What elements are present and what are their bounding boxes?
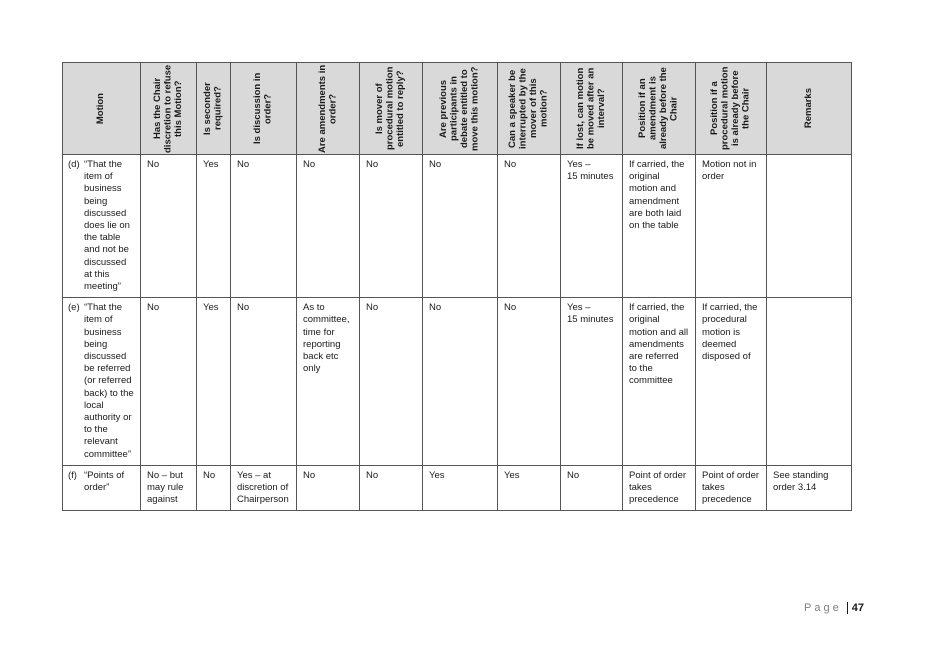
table-cell: Yes — [197, 155, 231, 298]
header-speaker-interrupted: Can a speaker be interrupted by the mover of this motion? — [498, 63, 561, 155]
table-row — [63, 465, 852, 511]
table-cell: No — [423, 155, 498, 298]
motion-label: (e) — [68, 302, 80, 314]
table-cell: See standing order 3.14 — [767, 465, 852, 511]
table-cell: Yes — [197, 298, 231, 466]
table-cell: No — [231, 298, 297, 466]
table-cell: No — [360, 298, 423, 466]
motion-label: (f) — [68, 469, 77, 481]
table-cell: No — [360, 465, 423, 511]
table-cell: Motion not in order — [696, 155, 767, 298]
table-cell — [767, 298, 852, 466]
motion-text: “That the item of business being discussed does lie on the table and not be discussed at this meeting” — [84, 159, 130, 293]
table-cell: No – but may rule against — [141, 465, 197, 511]
header-amendments-in-order: Are amendments in order? — [297, 63, 360, 155]
motion-cell — [63, 465, 141, 511]
table-cell: As to committee, time for reporting back etc only — [297, 298, 360, 466]
motion-text: “That the item of business being discussed be referred (or referred back) to the local authority or to the relevant committee” — [84, 302, 134, 460]
header-amendment-position: Position if an amendment is already before the Chair — [623, 63, 696, 155]
table-cell: Yes — [423, 465, 498, 511]
motion-label: (d) — [68, 159, 80, 170]
table-cell: No — [561, 465, 623, 511]
header-moved-after-interval: If lost, can motion be moved after an interval? — [561, 63, 623, 155]
header-remarks: Remarks — [767, 63, 852, 155]
motion-cell — [63, 155, 141, 298]
procedural-motions-table — [62, 62, 852, 511]
header-discussion-in-order: Is discussion in order? — [231, 63, 297, 155]
table-cell: No — [423, 298, 498, 466]
table-cell: No — [141, 298, 197, 466]
table-cell: If carried, the procedural motion is deemed disposed of — [696, 298, 767, 466]
motion-text: “Points of order” — [84, 469, 125, 494]
table-cell: Yes – 15 minutes — [561, 298, 623, 466]
table-row — [63, 298, 852, 466]
table-cell: No — [231, 155, 297, 298]
motion-cell — [63, 298, 141, 466]
table-cell: No — [297, 465, 360, 511]
header-procedural-position: Position if a procedural motion is already before the Chair — [696, 63, 767, 155]
table-cell: No — [498, 155, 561, 298]
page-word: Page — [804, 602, 842, 614]
table-cell: No — [360, 155, 423, 298]
table-cell: Yes – 15 minutes — [561, 155, 623, 298]
header-motion: Motion — [63, 63, 141, 155]
header-row — [63, 63, 852, 155]
page-number: 47 — [847, 602, 864, 614]
table-cell: Yes — [498, 465, 561, 511]
header-seconder-required: Is seconder required? — [197, 63, 231, 155]
header-chair-discretion: Has the Chair discretion to refuse this Motion? — [141, 63, 197, 155]
table-cell: If carried, the original motion and all amendments are referred to the committee — [623, 298, 696, 466]
table-cell — [767, 155, 852, 298]
table-cell: No — [197, 465, 231, 511]
table-cell: Yes – at discretion of Chairperson — [231, 465, 297, 511]
header-mover-reply: Is mover of procedural motion entitled to reply? — [360, 63, 423, 155]
table-cell: If carried, the original motion and amendment are both laid on the table — [623, 155, 696, 298]
table-row — [63, 155, 852, 298]
header-previous-participants: Are previous participants in debate entitled to move this motion? — [423, 63, 498, 155]
page-footer — [804, 602, 864, 614]
table-cell: No — [297, 155, 360, 298]
table-cell: No — [141, 155, 197, 298]
table-cell: Point of order takes precedence — [623, 465, 696, 511]
table-cell: No — [498, 298, 561, 466]
table-cell: Point of order takes precedence — [696, 465, 767, 511]
